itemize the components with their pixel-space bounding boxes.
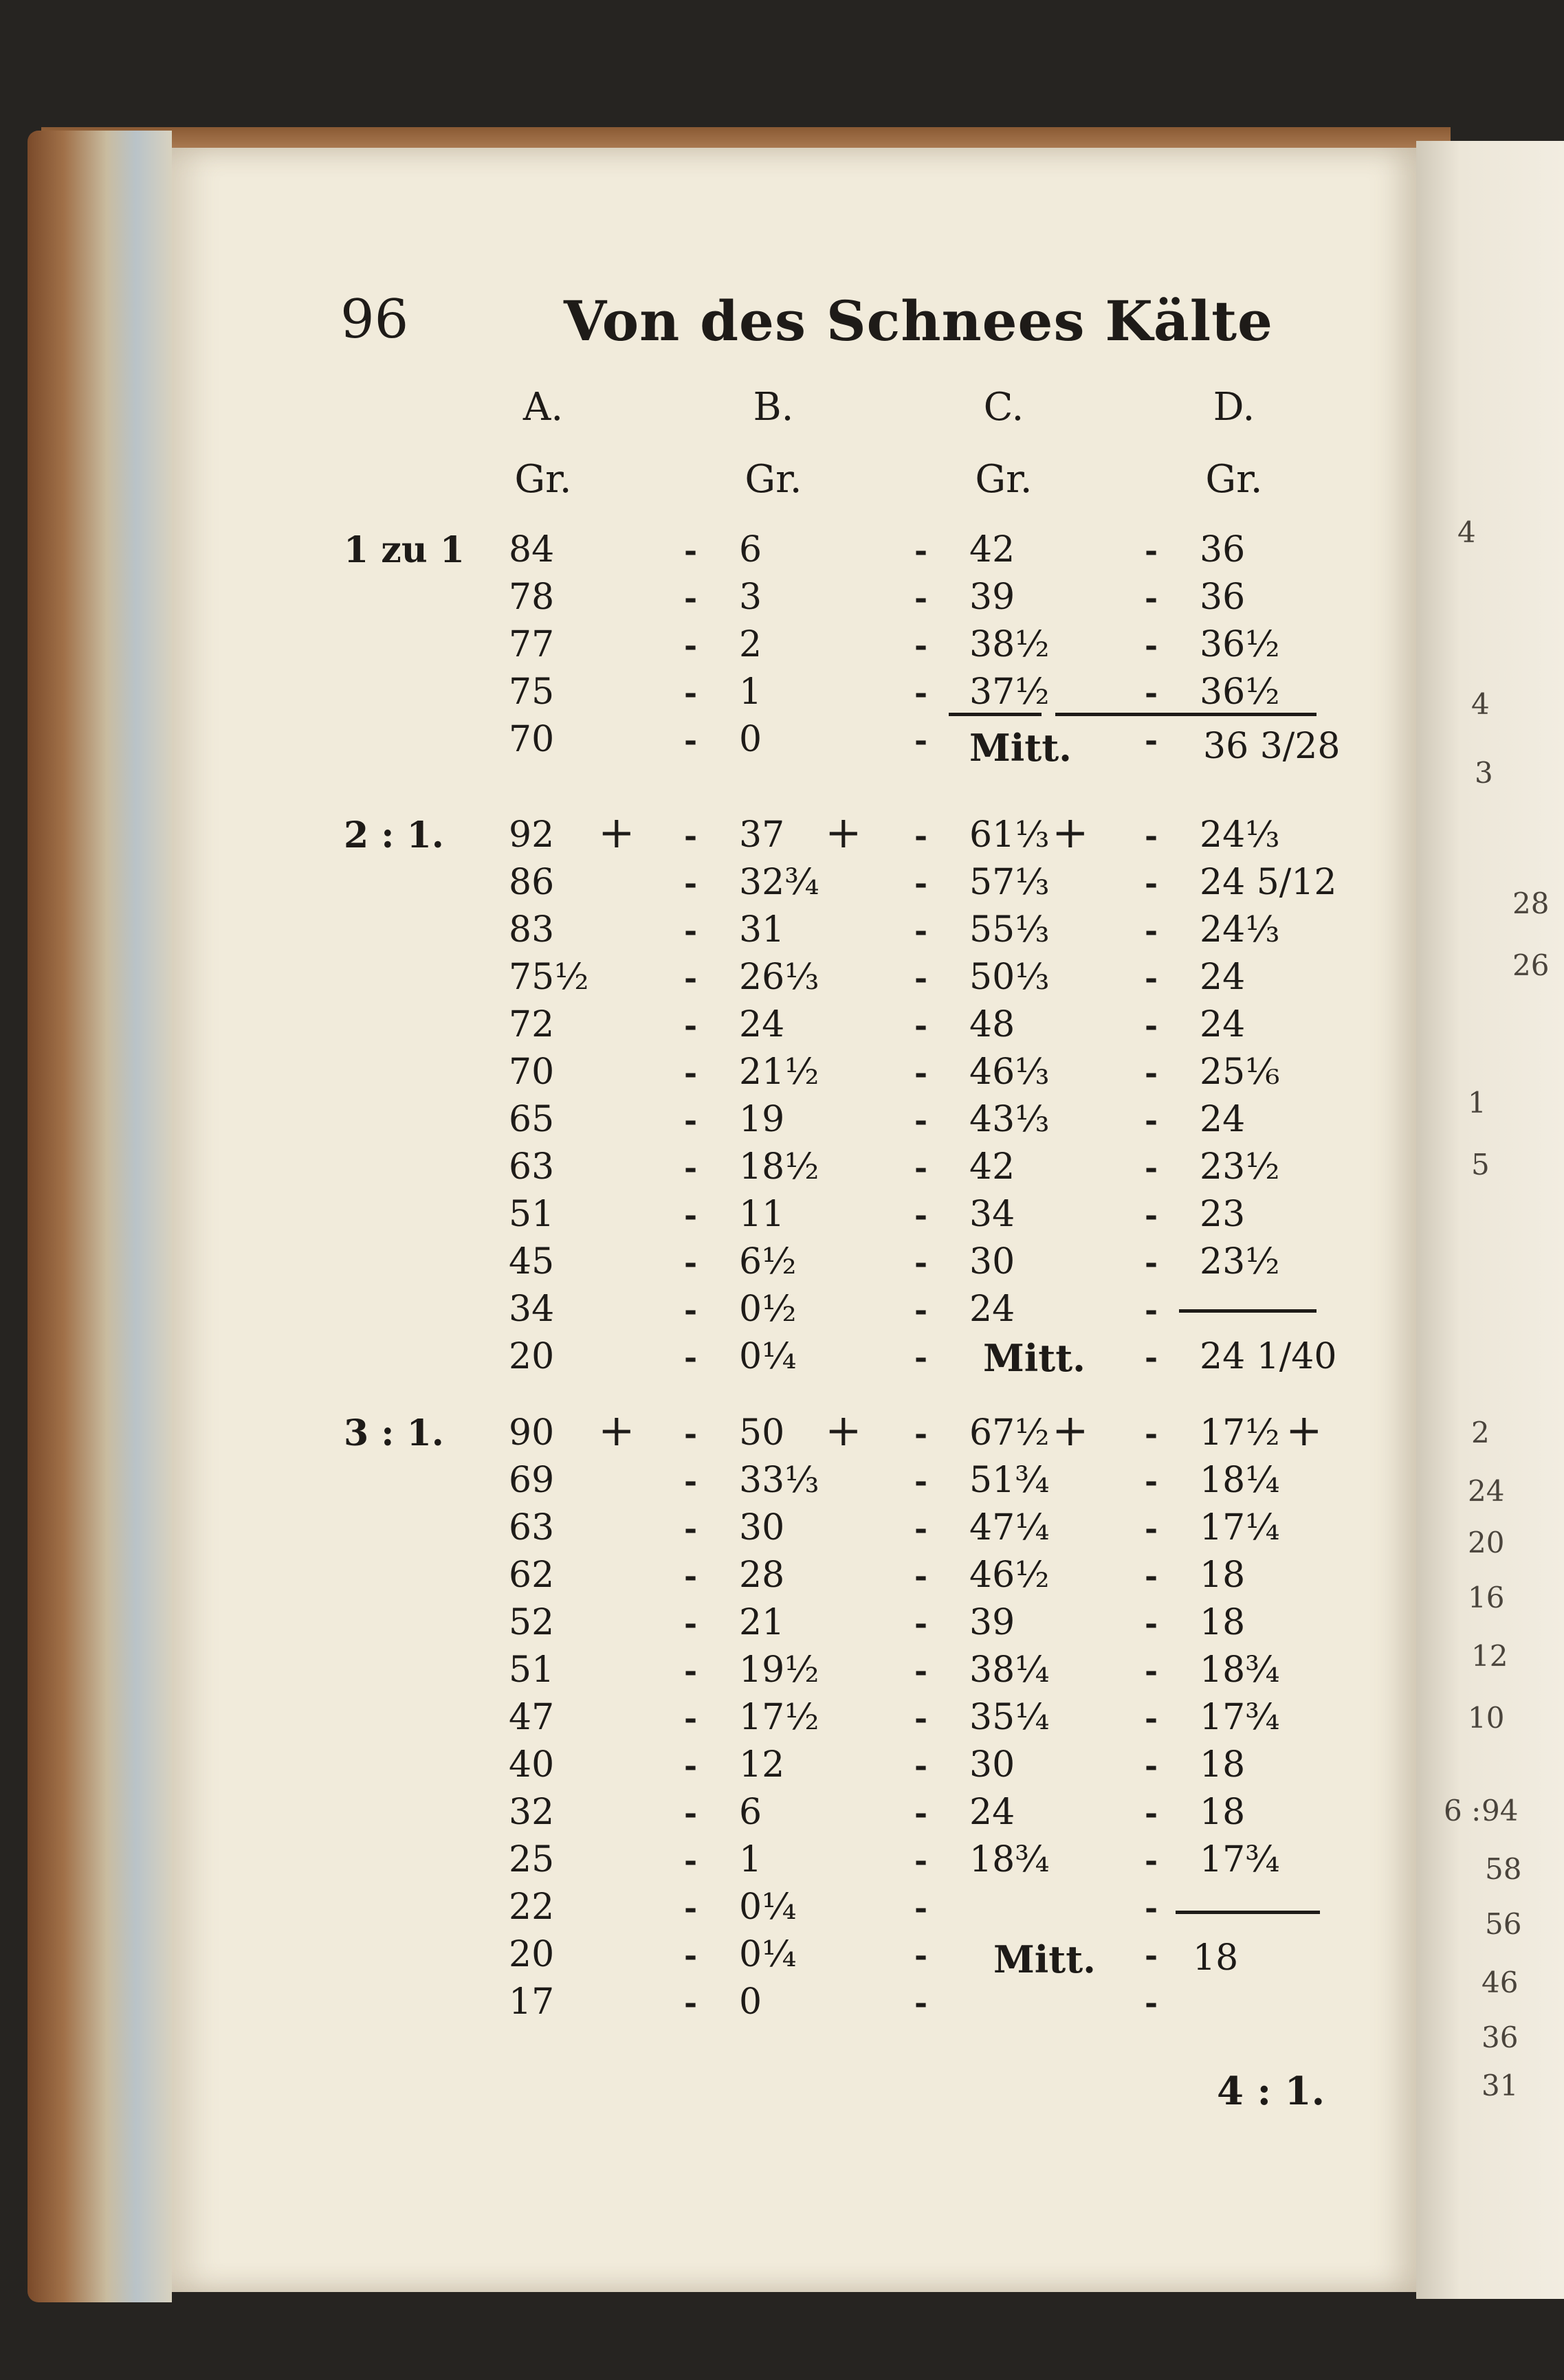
- plus-mark: +: [598, 1405, 635, 1456]
- separator-dash: -: [1145, 1415, 1158, 1452]
- table-cell: 36½: [1200, 671, 1280, 713]
- table-cell: 0½: [739, 1289, 797, 1330]
- table-cell: 86: [509, 862, 555, 903]
- column-unit: Gr.: [745, 457, 802, 502]
- table-cell: 63: [509, 1146, 555, 1188]
- facing-page-text: 4: [1471, 687, 1490, 721]
- separator-dash: -: [684, 1510, 698, 1547]
- section-ratio: 2 : 1.: [344, 814, 444, 856]
- table-cell: 42: [969, 529, 1015, 570]
- table-cell: 32¾: [739, 862, 819, 903]
- table-cell: 45: [509, 1241, 555, 1282]
- table-cell: 0: [739, 719, 762, 760]
- table-cell: 0¼: [739, 1887, 797, 1928]
- table-cell: 35¼: [969, 1697, 1050, 1738]
- separator-dash: -: [914, 1605, 928, 1642]
- mean-label: Mitt.: [969, 726, 1072, 770]
- sum-rule: [1179, 1309, 1317, 1313]
- table-cell: 21: [739, 1602, 785, 1643]
- table-cell: 18¾: [1200, 1649, 1280, 1691]
- table-cell: 12: [739, 1744, 785, 1786]
- separator-dash: -: [914, 1102, 928, 1139]
- separator-dash: -: [1145, 674, 1158, 711]
- separator-dash: -: [914, 1244, 928, 1281]
- table-cell: 36: [1200, 529, 1246, 570]
- table-cell: 19: [739, 1099, 785, 1140]
- separator-dash: -: [684, 1463, 698, 1500]
- separator-dash: -: [914, 532, 928, 569]
- table-cell: 24: [1200, 957, 1246, 998]
- table-cell: 69: [509, 1460, 555, 1501]
- table-cell: 24: [1200, 1004, 1246, 1045]
- table-cell: 38¼: [969, 1649, 1050, 1691]
- table-cell: 24: [969, 1289, 1015, 1330]
- table-cell: 70: [509, 1052, 555, 1093]
- separator-dash: -: [914, 1197, 928, 1234]
- facing-page-text: 20: [1468, 1526, 1505, 1559]
- separator-dash: -: [1145, 1747, 1158, 1784]
- table-cell: 0¼: [739, 1934, 797, 1975]
- facing-page-text: 3: [1475, 756, 1493, 790]
- separator-dash: -: [914, 1889, 928, 1926]
- table-cell: 25: [509, 1839, 555, 1880]
- separator-dash: -: [914, 1842, 928, 1879]
- table-cell: 47: [509, 1697, 555, 1738]
- separator-dash: -: [684, 817, 698, 854]
- table-cell: 46⅓: [969, 1052, 1050, 1093]
- separator-dash: -: [914, 1339, 928, 1376]
- table-cell: 20: [509, 1934, 555, 1975]
- separator-dash: -: [1145, 865, 1158, 902]
- separator-dash: -: [914, 1747, 928, 1784]
- separator-dash: -: [1145, 1937, 1158, 1974]
- table-cell: 50: [739, 1412, 785, 1454]
- plus-mark: +: [825, 808, 862, 858]
- separator-dash: -: [684, 865, 698, 902]
- table-cell: 18: [1200, 1792, 1246, 1833]
- table-cell: 18: [1200, 1555, 1246, 1596]
- table-cell: 63: [509, 1507, 555, 1548]
- table-cell: 92: [509, 814, 555, 856]
- separator-dash: -: [914, 1652, 928, 1689]
- facing-page-text: 46: [1482, 1966, 1519, 1999]
- separator-dash: -: [1145, 1605, 1158, 1642]
- table-cell: 77: [509, 624, 555, 665]
- table-cell: 25⅙: [1200, 1052, 1280, 1093]
- plus-mark: +: [1052, 1405, 1089, 1456]
- column-unit: Gr.: [514, 457, 572, 502]
- separator-dash: -: [1145, 1197, 1158, 1234]
- separator-dash: -: [1145, 1984, 1158, 2021]
- table-cell: 19½: [739, 1649, 819, 1691]
- table-cell: 23: [1200, 1194, 1246, 1235]
- separator-dash: -: [914, 674, 928, 711]
- column-unit: Gr.: [975, 457, 1033, 502]
- table-cell: 42: [969, 1146, 1015, 1188]
- table-cell: 57⅓: [969, 862, 1050, 903]
- table-cell: 30: [739, 1507, 785, 1548]
- column-header: A.: [522, 385, 564, 430]
- table-cell: 36½: [1200, 624, 1280, 665]
- separator-dash: -: [914, 912, 928, 949]
- table-cell: 55⅓: [969, 909, 1050, 950]
- table-cell: 90: [509, 1412, 555, 1454]
- facing-page-text: 10: [1468, 1701, 1505, 1735]
- facing-page-text: 24: [1468, 1474, 1505, 1508]
- table-cell: 72: [509, 1004, 555, 1045]
- separator-dash: -: [684, 579, 698, 616]
- separator-dash: -: [1145, 1557, 1158, 1594]
- separator-dash: -: [684, 1794, 698, 1832]
- section-ratio: 1 zu 1: [344, 529, 465, 571]
- separator-dash: -: [914, 1007, 928, 1044]
- facing-page-text: 16: [1468, 1581, 1505, 1614]
- separator-dash: -: [1145, 1102, 1158, 1139]
- table-cell: 30: [969, 1744, 1015, 1786]
- separator-dash: -: [684, 1149, 698, 1186]
- separator-dash: -: [914, 865, 928, 902]
- mean-value: 24 1/40: [1200, 1336, 1337, 1377]
- separator-dash: -: [684, 1984, 698, 2021]
- separator-dash: -: [684, 1605, 698, 1642]
- table-cell: 84: [509, 529, 555, 570]
- table-cell: 33⅓: [739, 1460, 819, 1501]
- table-cell: 17: [509, 1981, 555, 2023]
- table-cell: 18: [1200, 1744, 1246, 1786]
- table-cell: 17¾: [1200, 1697, 1280, 1738]
- separator-dash: -: [1145, 627, 1158, 664]
- separator-dash: -: [914, 1463, 928, 1500]
- facing-page-text: 12: [1471, 1639, 1508, 1673]
- separator-dash: -: [914, 1700, 928, 1737]
- mean-label: Mitt.: [993, 1937, 1096, 1981]
- column-header: C.: [983, 385, 1024, 430]
- separator-dash: -: [914, 1510, 928, 1547]
- separator-dash: -: [914, 722, 928, 759]
- facing-page-text: 36: [1482, 2021, 1519, 2054]
- separator-dash: -: [684, 532, 698, 569]
- column-header: B.: [753, 385, 794, 430]
- separator-dash: -: [1145, 1291, 1158, 1328]
- table-cell: 18¾: [969, 1839, 1050, 1880]
- separator-dash: -: [914, 1415, 928, 1452]
- table-cell: 23½: [1200, 1241, 1280, 1282]
- table-cell: 1: [739, 671, 762, 713]
- separator-dash: -: [1145, 1149, 1158, 1186]
- table-cell: 31: [739, 909, 785, 950]
- table-cell: 32: [509, 1792, 555, 1833]
- separator-dash: -: [684, 1842, 698, 1879]
- table-cell: 24⅓: [1200, 814, 1280, 856]
- table-cell: 17½: [1200, 1412, 1280, 1454]
- catchword: 4 : 1.: [1217, 2069, 1325, 2114]
- separator-dash: -: [684, 1937, 698, 1974]
- plus-mark: +: [598, 808, 635, 858]
- table-cell: 37: [739, 814, 785, 856]
- table-cell: 0¼: [739, 1336, 797, 1377]
- facing-page-text: 28: [1512, 887, 1550, 920]
- separator-dash: -: [684, 1244, 698, 1281]
- separator-dash: -: [684, 1415, 698, 1452]
- separator-dash: -: [1145, 912, 1158, 949]
- table-cell: 24⅓: [1200, 909, 1280, 950]
- plus-mark: +: [1052, 808, 1089, 858]
- table-cell: 1: [739, 1839, 762, 1880]
- separator-dash: -: [1145, 1794, 1158, 1832]
- separator-dash: -: [1145, 1842, 1158, 1879]
- separator-dash: -: [914, 959, 928, 997]
- table-cell: 17¾: [1200, 1839, 1280, 1880]
- table-cell: 18½: [739, 1146, 819, 1188]
- facing-page-text: 2: [1471, 1416, 1490, 1449]
- table-cell: 24 5/12: [1200, 862, 1337, 903]
- separator-dash: -: [914, 1291, 928, 1328]
- separator-dash: -: [914, 1937, 928, 1974]
- table-cell: 22: [509, 1887, 555, 1928]
- table-cell: 23½: [1200, 1146, 1280, 1188]
- separator-dash: -: [1145, 1700, 1158, 1737]
- page-title: Von des Schnees Kälte: [564, 289, 1273, 353]
- facing-page-text: 58: [1485, 1852, 1522, 1886]
- separator-dash: -: [914, 1794, 928, 1832]
- separator-dash: -: [684, 1339, 698, 1376]
- table-cell: 83: [509, 909, 555, 950]
- separator-dash: -: [1145, 1510, 1158, 1547]
- table-cell: 6: [739, 1792, 762, 1833]
- mean-value: 18: [1193, 1937, 1239, 1979]
- plus-mark: +: [1286, 1405, 1323, 1456]
- table-cell: 34: [969, 1194, 1015, 1235]
- table-cell: 24: [1200, 1099, 1246, 1140]
- table-cell: 34: [509, 1289, 555, 1330]
- table-cell: 67½: [969, 1412, 1050, 1454]
- facing-page-text: 31: [1482, 2069, 1519, 2102]
- table-cell: 38½: [969, 624, 1050, 665]
- table-cell: 24: [739, 1004, 785, 1045]
- facing-page-text: 5: [1471, 1148, 1490, 1181]
- table-cell: 51: [509, 1649, 555, 1691]
- table-cell: 36: [1200, 577, 1246, 618]
- table-cell: 43⅓: [969, 1099, 1050, 1140]
- table-cell: 51: [509, 1194, 555, 1235]
- separator-dash: -: [914, 1557, 928, 1594]
- table-cell: 3: [739, 577, 762, 618]
- section-ratio: 3 : 1.: [344, 1412, 444, 1454]
- separator-dash: -: [684, 674, 698, 711]
- separator-dash: -: [684, 1054, 698, 1091]
- separator-dash: -: [914, 579, 928, 616]
- table-cell: 75: [509, 671, 555, 713]
- table-cell: 0: [739, 1981, 762, 2023]
- separator-dash: -: [684, 1557, 698, 1594]
- table-cell: 24: [969, 1792, 1015, 1833]
- table-cell: 70: [509, 719, 555, 760]
- sum-rule: [949, 713, 1042, 716]
- table-cell: 47¼: [969, 1507, 1050, 1548]
- separator-dash: -: [684, 627, 698, 664]
- mean-value: 36 3/28: [1203, 726, 1341, 767]
- separator-dash: -: [684, 1102, 698, 1139]
- separator-dash: -: [1145, 1054, 1158, 1091]
- table-cell: 6: [739, 529, 762, 570]
- plus-mark: +: [825, 1405, 862, 1456]
- table-cell: 17½: [739, 1697, 819, 1738]
- separator-dash: -: [1145, 722, 1158, 759]
- separator-dash: -: [1145, 1244, 1158, 1281]
- separator-dash: -: [914, 817, 928, 854]
- separator-dash: -: [684, 959, 698, 997]
- facing-page-text: 6 :: [1444, 1794, 1482, 1827]
- separator-dash: -: [914, 1984, 928, 2021]
- table-cell: 6½: [739, 1241, 797, 1282]
- separator-dash: -: [1145, 579, 1158, 616]
- table-cell: 65: [509, 1099, 555, 1140]
- separator-dash: -: [1145, 959, 1158, 997]
- separator-dash: -: [1145, 1652, 1158, 1689]
- column-unit: Gr.: [1205, 457, 1263, 502]
- table-cell: 2: [739, 624, 762, 665]
- sum-rule: [1055, 713, 1317, 716]
- table-cell: 62: [509, 1555, 555, 1596]
- facing-page-text: 1: [1468, 1086, 1486, 1120]
- table-cell: 75½: [509, 957, 589, 998]
- separator-dash: -: [684, 1700, 698, 1737]
- table-cell: 18¼: [1200, 1460, 1280, 1501]
- separator-dash: -: [914, 1149, 928, 1186]
- separator-dash: -: [684, 1652, 698, 1689]
- sum-rule: [1176, 1911, 1320, 1914]
- table-cell: 39: [969, 1602, 1015, 1643]
- separator-dash: -: [684, 1747, 698, 1784]
- table-cell: 30: [969, 1241, 1015, 1282]
- separator-dash: -: [684, 1889, 698, 1926]
- separator-dash: -: [684, 912, 698, 949]
- facing-page-text: 26: [1512, 948, 1550, 982]
- table-cell: 28: [739, 1555, 785, 1596]
- table-cell: 11: [739, 1194, 785, 1235]
- table-cell: 20: [509, 1336, 555, 1377]
- table-cell: 78: [509, 577, 555, 618]
- table-cell: 21½: [739, 1052, 819, 1093]
- table-cell: 37½: [969, 671, 1050, 713]
- facing-page-text: 4: [1457, 515, 1476, 549]
- separator-dash: -: [684, 1007, 698, 1044]
- book-page-edges: [27, 131, 172, 2302]
- facing-page-text: 94: [1482, 1794, 1519, 1827]
- facing-page-text: 56: [1485, 1907, 1522, 1941]
- separator-dash: -: [1145, 1007, 1158, 1044]
- table-cell: 39: [969, 577, 1015, 618]
- separator-dash: -: [1145, 1889, 1158, 1926]
- table-cell: 48: [969, 1004, 1015, 1045]
- separator-dash: -: [1145, 1339, 1158, 1376]
- column-header: D.: [1213, 385, 1255, 430]
- table-cell: 50⅓: [969, 957, 1050, 998]
- separator-dash: -: [1145, 817, 1158, 854]
- table-cell: 26⅓: [739, 957, 819, 998]
- table-cell: 18: [1200, 1602, 1246, 1643]
- table-cell: 40: [509, 1744, 555, 1786]
- separator-dash: -: [1145, 532, 1158, 569]
- mean-label: Mitt.: [983, 1336, 1086, 1380]
- separator-dash: -: [1145, 1463, 1158, 1500]
- table-cell: 17¼: [1200, 1507, 1280, 1548]
- separator-dash: -: [684, 722, 698, 759]
- separator-dash: -: [684, 1197, 698, 1234]
- table-cell: 52: [509, 1602, 555, 1643]
- separator-dash: -: [684, 1291, 698, 1328]
- separator-dash: -: [914, 627, 928, 664]
- table-cell: 51¾: [969, 1460, 1050, 1501]
- table-cell: 46½: [969, 1555, 1050, 1596]
- page-number: 96: [340, 289, 409, 351]
- table-cell: 61⅓: [969, 814, 1050, 856]
- separator-dash: -: [914, 1054, 928, 1091]
